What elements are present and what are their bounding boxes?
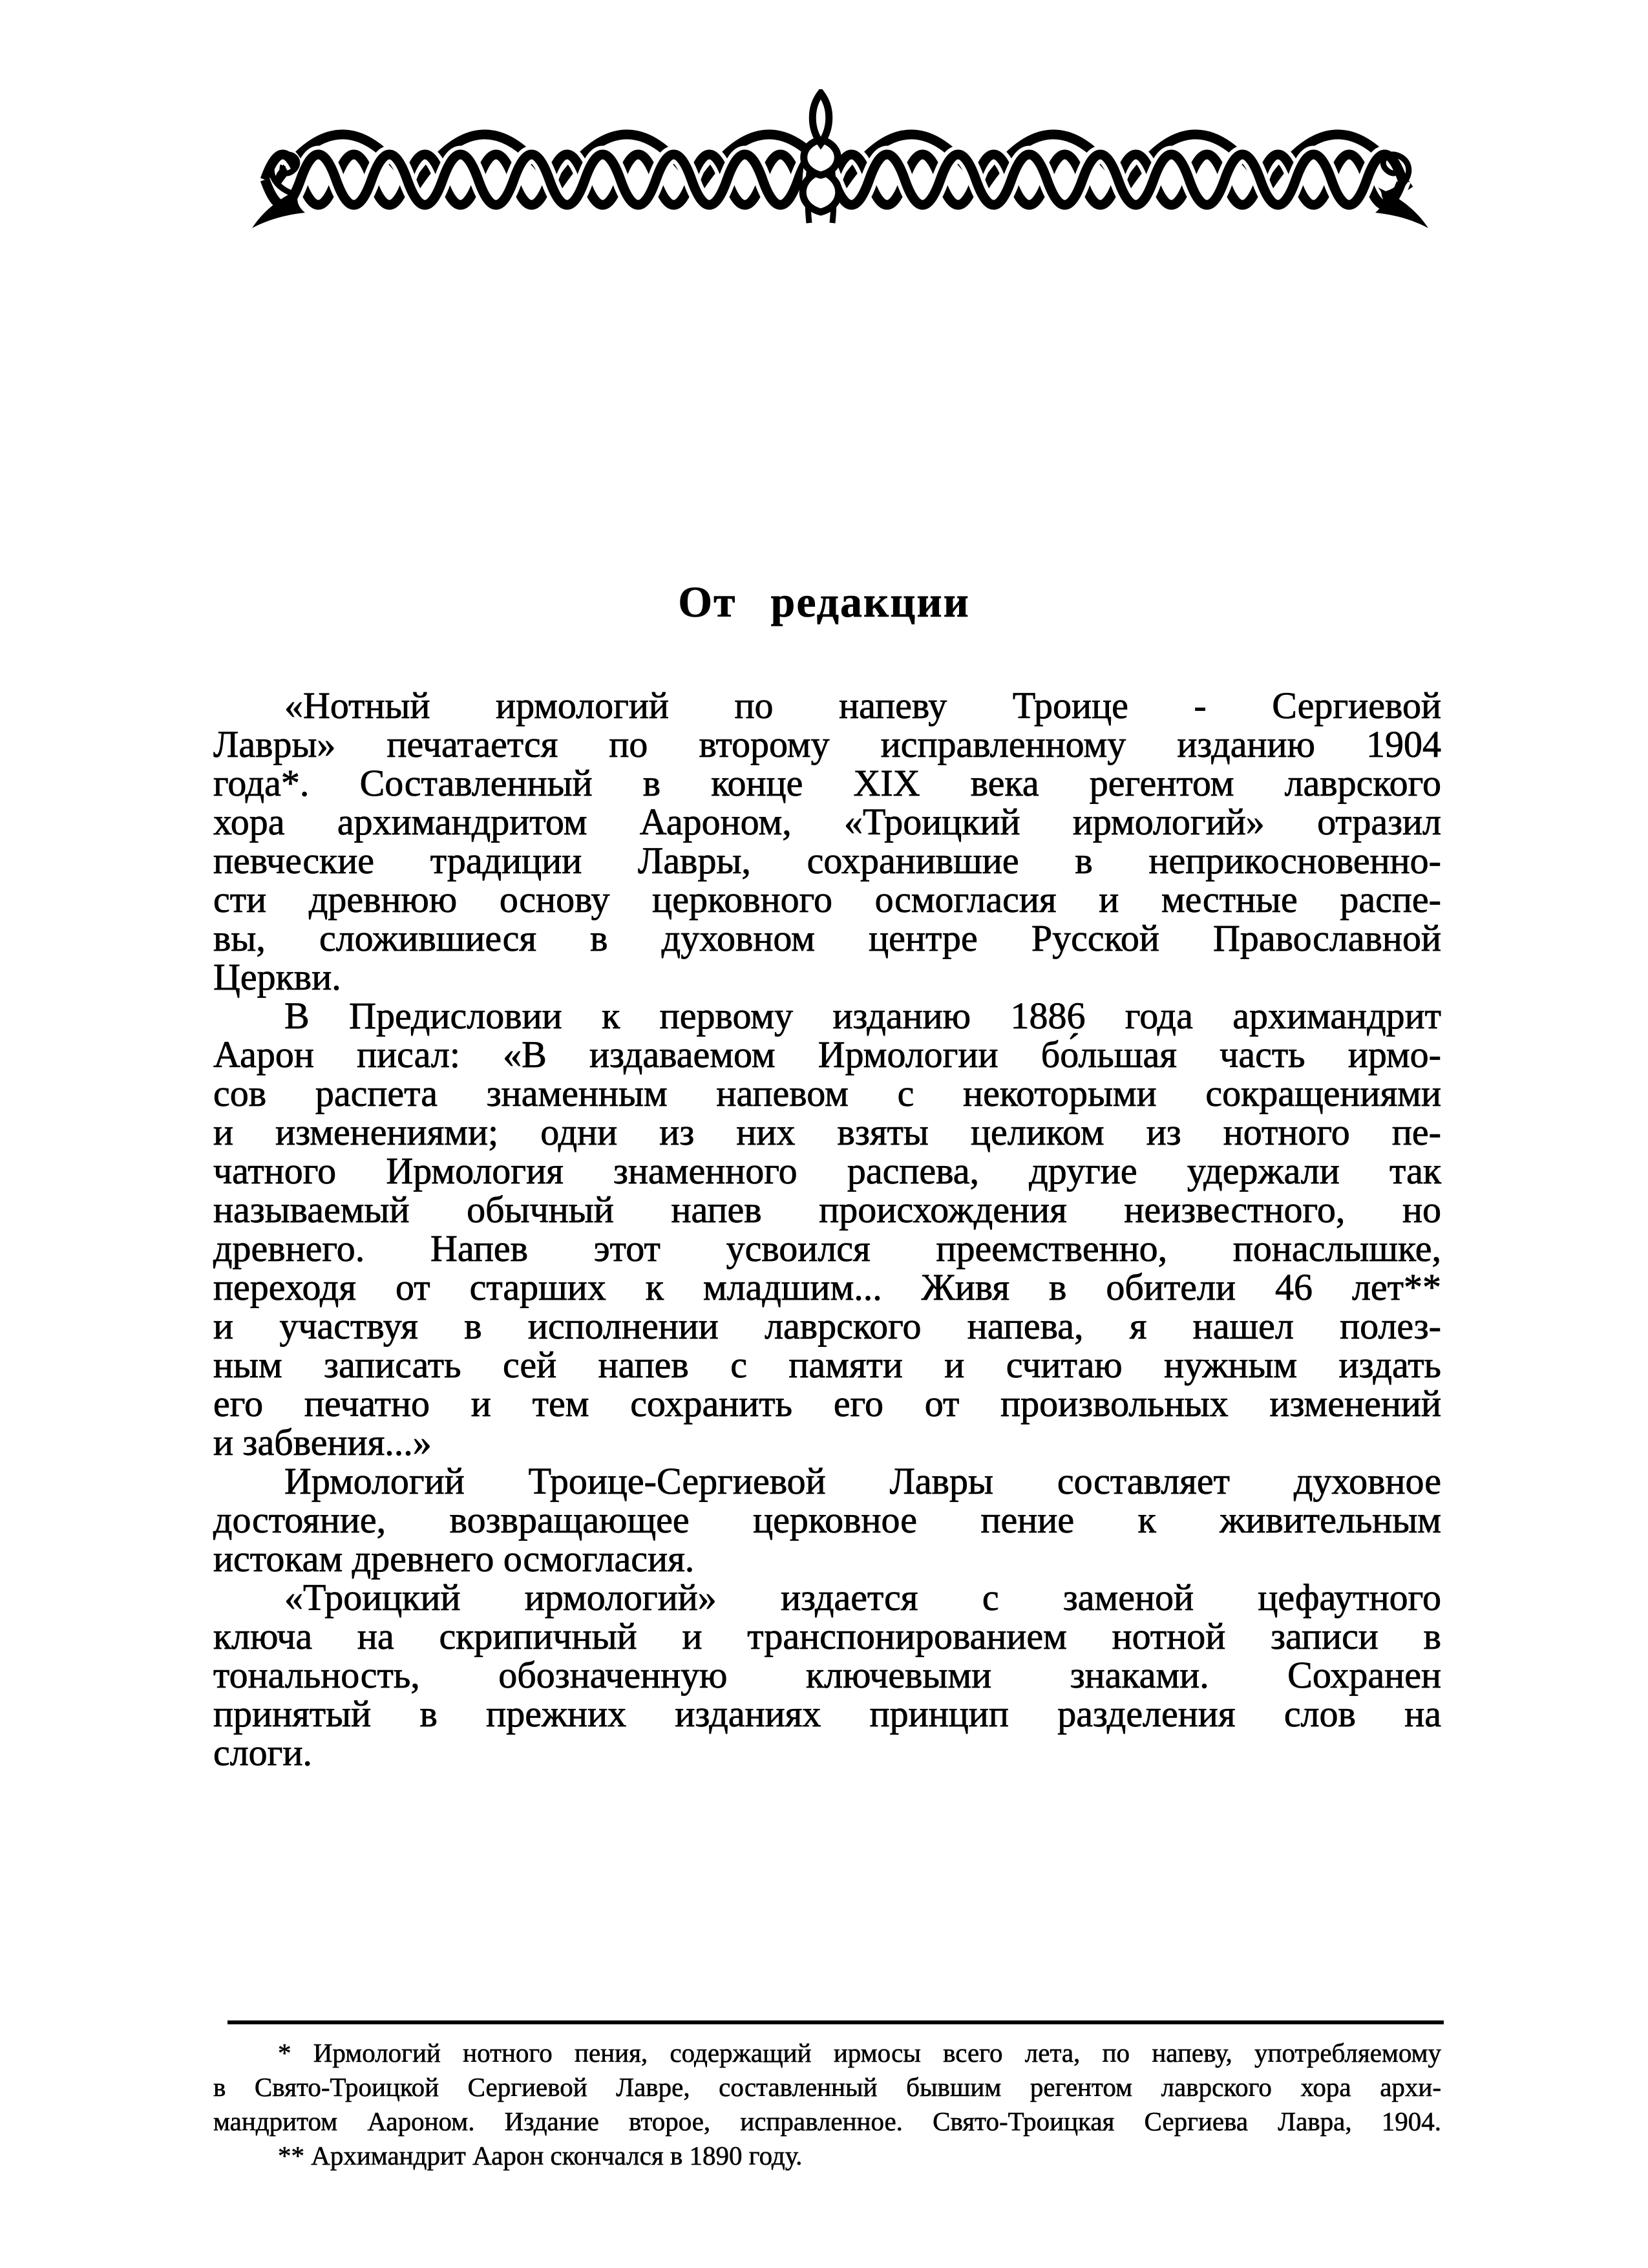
text-line: древнего. Напев этот усвоился преемственно, понаслышке, bbox=[213, 1227, 1441, 1269]
text-line: его печатно и тем сохранить его от произвольных изменений bbox=[213, 1383, 1441, 1425]
text-line: достояние, возвращающее церковное пение к живительным bbox=[213, 1499, 1441, 1541]
page-title: От редакции bbox=[678, 577, 970, 626]
text-line: Церкви. bbox=[213, 956, 341, 998]
text-line: и изменениями; одни из них взяты целиком из нотного пе- bbox=[213, 1111, 1441, 1153]
text-line: вы, сложившиеся в духовном центре Русской Православной bbox=[213, 917, 1441, 959]
footnote-line: ** Архимандрит Аарон скончался в 1890 году. bbox=[278, 2141, 803, 2170]
text-line: года*. Составленный в конце XIX века регентом лаврского bbox=[213, 762, 1441, 804]
text-line: истокам древнего осмогласия. bbox=[213, 1538, 695, 1580]
text-line: певческие традиции Лавры, сохранившие в неприкосновенно- bbox=[213, 840, 1441, 882]
text-line: сов распета знаменным напевом с некоторыми сокращениями bbox=[213, 1072, 1441, 1114]
text-line: Лавры» печатается по второму исправленному изданию 1904 bbox=[213, 723, 1441, 765]
text-line: слоги. bbox=[213, 1732, 313, 1774]
text-line: сти древнюю основу церковного осмогласия и местные распе- bbox=[213, 878, 1441, 920]
text-line: Ирмологий Троице-Сергиевой Лавры составляет духовное bbox=[284, 1460, 1441, 1502]
body-text bbox=[213, 686, 1441, 1772]
text-line: «Троицкий ирмологий» издается с заменой цефаутного bbox=[284, 1576, 1441, 1618]
footnotes bbox=[213, 2036, 1441, 2173]
text-line: и участвуя в исполнении лаврского напева, я нашел полез- bbox=[213, 1305, 1441, 1347]
text-line: «Нотный ирмологий по напеву Троице - Сергиевой bbox=[284, 684, 1441, 726]
text-line: В Предисловии к первому изданию 1886 года архимандрит bbox=[284, 995, 1441, 1037]
text-line: хора архимандритом Аароном, «Троицкий ирмологий» отразил bbox=[213, 801, 1441, 843]
text-line: чатного Ирмология знаменного распева, другие удержали так bbox=[213, 1150, 1441, 1192]
footnote-line: в Свято-Троицкой Сергиевой Лавре, составленный бывшим регентом лаврского хора архи- bbox=[213, 2072, 1441, 2102]
text-line: ным записать сей напев с памяти и считаю нужным издать bbox=[213, 1344, 1441, 1386]
text-line: называемый обычный напев происхождения неизвестного, но bbox=[213, 1189, 1441, 1231]
text-line: ключа на скрипичный и транспонированием нотной записи в bbox=[213, 1615, 1441, 1657]
text-line: переходя от старших к младшим... Живя в обители 46 лет** bbox=[213, 1266, 1441, 1308]
footnote-line: * Ирмологий нотного пения, содержащий ирмосы всего лета, по напеву, употребляемому bbox=[278, 2038, 1441, 2068]
footnote-divider bbox=[227, 2020, 1444, 2024]
text-line: принятый в прежних изданиях принцип разделения слов на bbox=[213, 1693, 1441, 1735]
text-line: и забвения...» bbox=[213, 1421, 432, 1463]
text-line: тональность, обозначенную ключевыми знаками. Сохранен bbox=[213, 1654, 1441, 1696]
knotwork-ornament-icon bbox=[226, 89, 1454, 228]
text-line: Аарон писал: «В издаваемом Ирмологии бо́льшая часть ирмо- bbox=[213, 1033, 1441, 1076]
footnote-line: мандритом Аароном. Издание второе, исправленное. Свято-Троицкая Сергиева Лавра, 1904. bbox=[213, 2106, 1441, 2136]
